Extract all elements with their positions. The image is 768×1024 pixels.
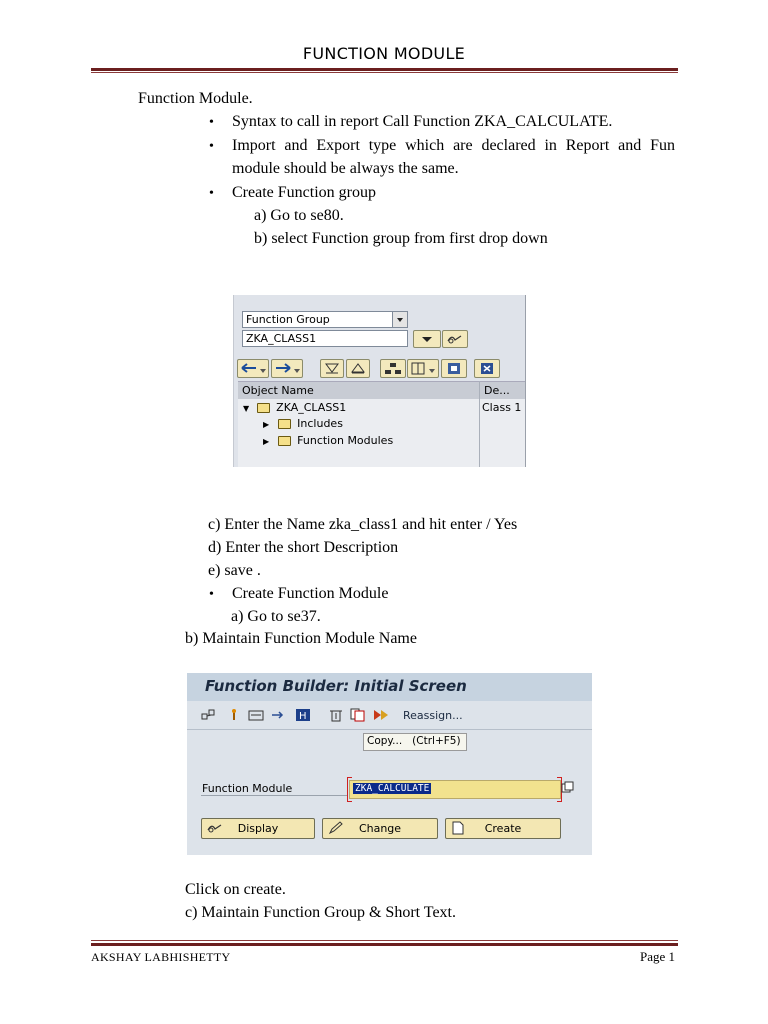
- object-type-dropdown[interactable]: [242, 311, 408, 328]
- create-button[interactable]: [445, 818, 561, 839]
- back-arrow-icon[interactable]: [237, 359, 269, 378]
- search-help-icon[interactable]: [561, 781, 575, 798]
- function-module-input[interactable]: [349, 780, 561, 799]
- column-description[interactable]: De...: [484, 384, 510, 397]
- tree-child-label: Includes: [297, 417, 343, 430]
- function-module-label: Function Module: [202, 782, 293, 795]
- object-type-value: Function Group: [246, 313, 330, 326]
- change-button-label: Change: [358, 822, 402, 835]
- folder-icon: [278, 419, 291, 429]
- reassign-button[interactable]: Reassign...: [403, 709, 463, 722]
- footer-rule: [91, 943, 678, 946]
- step-b-dropdown: b) select Function group from first drop down: [254, 230, 548, 247]
- rename-icon[interactable]: [372, 708, 390, 725]
- label-underline: [201, 795, 347, 796]
- test-icon[interactable]: [295, 708, 311, 725]
- page-number: Page 1: [639, 949, 675, 964]
- focus-bracket-left: [347, 777, 352, 802]
- copy-icon[interactable]: [350, 708, 366, 725]
- hierarchy-icon[interactable]: [380, 359, 406, 378]
- copy-tooltip: [363, 733, 467, 751]
- bullet-create-group: Create Function group: [232, 184, 376, 201]
- function-module-value: ZKA_CALCULATE: [355, 783, 430, 794]
- create-button-label: Create: [484, 822, 522, 835]
- tree-child-label: Function Modules: [297, 434, 394, 447]
- page-title: FUNCTION MODULE: [302, 44, 466, 63]
- column-divider: [479, 381, 480, 467]
- tree-row-function-modules[interactable]: [263, 434, 393, 447]
- step-c-maintain-group: c) Maintain Function Group & Short Text.: [185, 904, 456, 921]
- dropdown-button[interactable]: [413, 330, 441, 348]
- step-a-se80: a) Go to se80.: [254, 207, 344, 224]
- step-b-maintain-name: b) Maintain Function Module Name: [185, 630, 417, 647]
- tree-root-label: ZKA_CLASS1: [276, 401, 347, 414]
- bullet-syntax: Syntax to call in report Call Function ZKA_CALCULATE.: [232, 113, 613, 130]
- expanded-arrow-icon[interactable]: ▼: [243, 404, 250, 413]
- svg-text:H: H: [299, 711, 307, 722]
- screen-title: Function Builder: Initial Screen: [205, 677, 467, 695]
- forward-arrow-icon[interactable]: [271, 359, 303, 378]
- object-name-input[interactable]: [242, 330, 408, 347]
- collapsed-arrow-icon[interactable]: ▶: [263, 437, 270, 446]
- delete-icon[interactable]: [329, 708, 343, 725]
- settings-grid-icon[interactable]: [407, 359, 439, 378]
- step-a-se37: a) Go to se37.: [231, 608, 321, 625]
- section-heading: Function Module.: [138, 90, 253, 107]
- function-builder-screenshot: [187, 673, 592, 855]
- display-button[interactable]: [201, 818, 315, 839]
- collapse-icon[interactable]: [320, 359, 344, 378]
- bullet-import-export: Import and Export type which are declared in Report and Fun module should be always the same.: [232, 137, 675, 177]
- refresh-icon[interactable]: [441, 359, 467, 378]
- header-rule: [91, 68, 678, 71]
- display-glasses-icon[interactable]: [442, 330, 468, 348]
- footer-rule-thin: [91, 940, 678, 941]
- folder-icon: [278, 436, 291, 446]
- activate-icon[interactable]: [248, 708, 264, 725]
- dropdown-arrow-icon[interactable]: [392, 312, 407, 327]
- se80-screenshot: [233, 295, 526, 467]
- toolbar-separator: [187, 729, 592, 730]
- expand-icon[interactable]: [346, 359, 370, 378]
- tree-header: [238, 381, 525, 400]
- bullet-dot: •: [209, 587, 214, 602]
- where-used-icon[interactable]: [270, 708, 286, 725]
- tooltip-text: Copy... (Ctrl+F5): [367, 735, 461, 747]
- object-name-value: ZKA_CLASS1: [246, 332, 317, 345]
- footer-author: AKSHAY LABHISHETTY: [91, 950, 231, 964]
- display-button-label: Display: [237, 822, 279, 835]
- tree-row-includes[interactable]: [263, 417, 343, 430]
- step-d-description: d) Enter the short Description: [208, 539, 399, 556]
- step-c-enter-name: c) Enter the Name zka_class1 and hit enter / Yes: [208, 516, 518, 533]
- bullet-create-module: Create Function Module: [232, 585, 389, 602]
- close-icon[interactable]: [474, 359, 500, 378]
- bullet-dot: •: [209, 186, 214, 201]
- step-click-create: Click on create.: [185, 881, 286, 898]
- column-object-name[interactable]: Object Name: [242, 384, 314, 397]
- step-e-save: e) save .: [208, 562, 261, 579]
- collapsed-arrow-icon[interactable]: ▶: [263, 420, 270, 429]
- header-rule-thin: [91, 72, 678, 73]
- folder-open-icon: [257, 403, 270, 413]
- change-button[interactable]: [322, 818, 438, 839]
- other-object-icon[interactable]: [201, 708, 217, 725]
- bullet-dot: •: [209, 115, 214, 130]
- bullet-dot: •: [209, 139, 214, 154]
- tree-row-root[interactable]: [243, 401, 346, 414]
- check-icon[interactable]: [229, 708, 239, 725]
- tree-root-description: Class 1: [482, 401, 522, 414]
